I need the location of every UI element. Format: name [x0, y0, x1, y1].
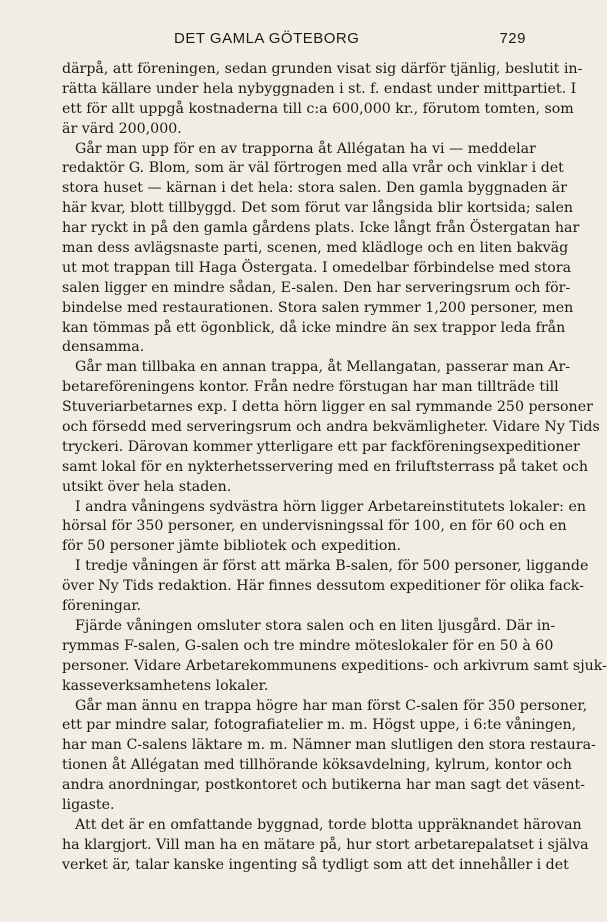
text-line: därpå, att föreningen, sedan grunden visat sig därför tjänlig, beslutit in- — [62, 61, 583, 77]
page-number: 729 — [499, 30, 526, 47]
text-line: är värd 200,000. — [62, 120, 182, 137]
text-line: densamma. — [62, 339, 145, 356]
text-line: salen ligger en mindre sådan, E-salen. Den har serveringsrum och för- — [62, 279, 571, 296]
text-line: Fjärde våningen omsluter stora salen och en liten ljusgård. Där in- — [75, 617, 556, 634]
text-line: och försedd med serveringsrum och andra bekvämligheter. Vidare Ny Tids — [62, 419, 600, 436]
text-line: ut mot trappan till Haga Östergata. I omedelbar förbindelse med stora — [62, 259, 572, 276]
text-line: hörsal för 350 personer, en undervisningssal för 100, en för 60 och en — [62, 518, 567, 535]
text-line: har man C-salens läktare m. m. Nämner man slutligen den stora restaura- — [62, 737, 596, 754]
text-line: ha klargjort. Vill man ha en mätare på, hur stort arbetarepalatset i själva — [62, 836, 589, 853]
text-line: andra anordningar, postkontoret och butikerna har man sagt det väsent- — [62, 777, 585, 794]
running-header — [62, 26, 526, 52]
text-line: I tredje våningen är först att märka B-salen, för 500 personer, liggande — [75, 558, 589, 575]
text-line: utsikt över hela staden. — [62, 478, 232, 495]
text-line: Går man ännu en trappa högre har man först C-salen för 350 personer, — [75, 697, 588, 714]
text-line: ett för allt uppgå kostnaderna till c:a 600,000 kr., förutom tomten, som — [62, 100, 574, 117]
text-line: rätta källare under hela nybyggnaden i st. f. endast under mittpartiet. I — [62, 80, 577, 97]
text-line: Att det är en omfattande byggnad, torde blotta uppräknandet härovan — [75, 816, 582, 833]
text-line: över Ny Tids redaktion. Här finnes dessutom expeditioner för olika fack- — [62, 578, 584, 595]
text-line: kan tömmas på ett ögonblick, då icke mindre än sex trappor leda från — [62, 319, 566, 336]
text-line: för 50 personer jämte bibliotek och expedition. — [62, 538, 402, 555]
text-line: Stuveriarbetarnes exp. I detta hörn ligger en sal rymmande 250 personer — [62, 399, 593, 416]
text-line: Går man tillbaka en annan trappa, åt Mellangatan, passerar man Ar- — [75, 359, 571, 376]
running-title: DET GAMLA GÖTEBORG — [174, 30, 360, 47]
text-line: bindelse med restaurationen. Stora salen rymmer 1,200 personer, men — [62, 299, 574, 316]
text-line: personer. Vidare Arbetarekommunens expeditions- och arkivrum samt sjuk- — [62, 657, 607, 674]
text-line: I andra våningens sydvästra hörn ligger Arbetareinstitutets lokaler: en — [75, 498, 586, 515]
text-line: föreningar. — [62, 598, 142, 615]
text-line: har ryckt in på den gamla gårdens plats. Icke långt från Östergatan har — [62, 220, 580, 237]
text-line: tryckeri. Därovan kommer ytterligare ett par fackföreningsexpeditioner — [62, 438, 580, 455]
text-line: ett par mindre salar, fotografiatelier m. m. Högst uppe, i 6:te våningen, — [62, 717, 577, 734]
body-text — [62, 60, 607, 876]
text-line: redaktör G. Blom, som är väl förtrogen med alla vrår och vinklar i det — [62, 160, 564, 177]
text-line: Går man upp för en av trapporna åt Allégatan ha vi — meddelar — [75, 140, 536, 157]
text-line: ligaste. — [62, 796, 115, 813]
text-line: verket är, talar kanske ingenting så tydligt som att det innehåller i det — [62, 856, 569, 873]
text-line: samt lokal för en nykterhetsservering med en friluftsterrass på taket och — [62, 458, 588, 475]
text-line: rymmas F-salen, G-salen och tre mindre möteslokaler för en 50 à 60 — [62, 637, 554, 654]
text-line: man dess avlägsnaste parti, scenen, med klädloge och en liten bakväg — [62, 240, 569, 257]
text-line: tionen åt Allégatan med tillhörande köksavdelning, kylrum, kontor och — [62, 757, 572, 774]
text-line: betareföreningens kontor. Från nedre förstugan har man tillträde till — [62, 379, 559, 396]
text-line: kasseverksamhetens lokaler. — [62, 677, 269, 694]
text-line: här kvar, blott tillbyggd. Det som förut var långsida blir kortsida; salen — [62, 200, 574, 217]
text-line: stora huset — kärnan i det hela: stora salen. Den gamla byggnaden är — [62, 180, 568, 197]
